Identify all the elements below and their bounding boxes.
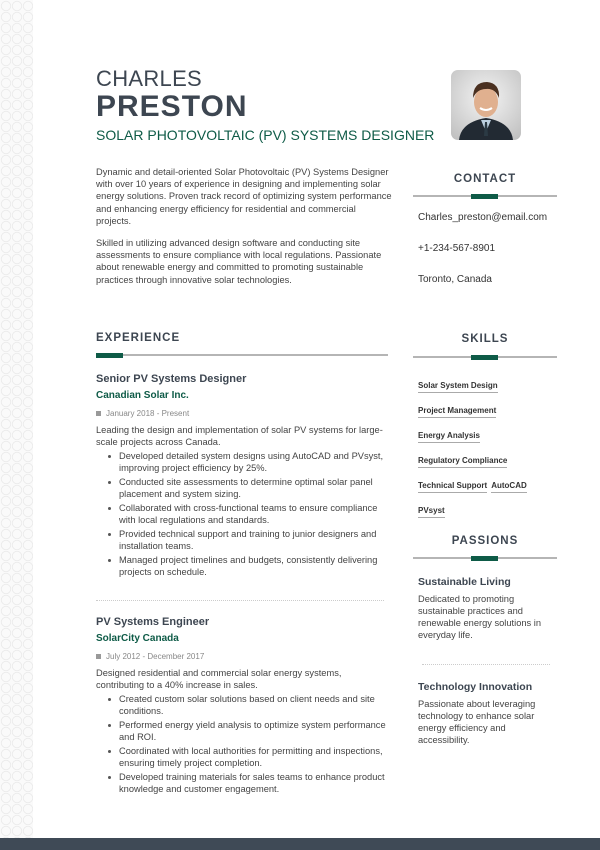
- job-date: January 2018 - Present: [106, 409, 190, 418]
- skill-tag: PVsyst: [418, 506, 445, 518]
- section-divider: [413, 557, 557, 559]
- skill-tag: AutoCAD: [491, 481, 527, 493]
- passion-divider: [422, 664, 550, 665]
- skill-tag: Technical Support: [418, 481, 487, 493]
- job-description: Designed residential and commercial solar energy systems, contributing to a 40% increase in sales.: [96, 668, 342, 690]
- section-divider: [96, 354, 388, 356]
- contact-info: [418, 212, 562, 285]
- skills-heading: SKILLS: [461, 333, 509, 345]
- skill-tag: Energy Analysis: [418, 431, 480, 443]
- section-divider: [413, 195, 557, 197]
- passion-text: Passionate about leveraging technology to enhance solar energy efficiency and accessibility.: [418, 699, 536, 745]
- contact-location: Toronto, Canada: [418, 274, 492, 285]
- section-divider: [413, 356, 557, 358]
- passion-item: [418, 681, 553, 746]
- summary-paragraph: Dynamic and detail-oriented Solar Photovoltaic (PV) Systems Designer with over 10 years of experience in designing and implementing solar energy solutions. Proven track record of optimizing system performance and enhancing energy efficiency for residential and commercial projects.: [96, 167, 392, 226]
- contact-phone[interactable]: +1-234-567-8901: [418, 243, 496, 254]
- job-position: Senior PV Systems Designer: [96, 373, 247, 385]
- job-divider: [96, 600, 384, 601]
- decorative-pattern: [0, 0, 33, 838]
- passion-text: Dedicated to promoting sustainable practices and renewable energy solutions in everyday life.: [418, 594, 542, 640]
- contact-email[interactable]: Charles_preston@email.com: [418, 212, 548, 223]
- summary-paragraph: Skilled in utilizing advanced design software and conducting site assessments to ensure compliance with local regulations. Passionate about renewable energy and committed to promoting sustainable practices through innovative solar technologies.: [96, 238, 382, 285]
- experience-heading: EXPERIENCE: [96, 332, 181, 344]
- skill-tag: Regulatory Compliance: [418, 456, 507, 468]
- job-bullet: Collaborated with cross-functional teams to ensure compliance with local regulations and standards.: [107, 502, 392, 526]
- contact-heading: CONTACT: [453, 173, 517, 185]
- job-description: Leading the design and implementation of solar PV systems for large-scale projects across Canada.: [96, 425, 383, 447]
- job-bullet: Developed detailed system designs using AutoCAD and PVsyst, improving project efficiency by 25%.: [107, 450, 392, 474]
- first-name: CHARLES: [96, 66, 203, 91]
- passion-title: Sustainable Living: [418, 576, 511, 588]
- last-name: PRESTON: [96, 90, 248, 123]
- passion-item: [418, 576, 553, 641]
- passions-heading: PASSIONS: [451, 535, 519, 547]
- skill-tag: Solar System Design: [418, 381, 498, 393]
- job-bullet: Performed energy yield analysis to optimize system performance and ROI.: [107, 719, 392, 743]
- job-date: July 2012 - December 2017: [106, 652, 205, 661]
- skill-tag: Project Management: [418, 406, 496, 418]
- passion-title: Technology Innovation: [418, 681, 533, 693]
- job-bullet: Developed training materials for sales teams to enhance product knowledge and customer engagement.: [107, 771, 392, 795]
- profile-photo: [451, 70, 521, 140]
- job-position: PV Systems Engineer: [96, 616, 210, 628]
- job-bullet: Coordinated with local authorities for permitting and inspections, ensuring timely project completion.: [107, 745, 392, 769]
- summary: [96, 166, 392, 296]
- job-bullet: Conducted site assessments to determine optimal solar panel placement and system sizing.: [107, 476, 392, 500]
- job-bullet: Managed project timelines and budgets, consistently delivering projects on schedule.: [107, 554, 392, 578]
- skills-list: [418, 375, 558, 525]
- job-company: SolarCity Canada: [96, 633, 179, 644]
- job-company: Canadian Solar Inc.: [96, 390, 189, 401]
- job-bullet: Created custom solar solutions based on client needs and site conditions.: [107, 693, 392, 717]
- footer-bar: [0, 838, 600, 850]
- calendar-icon: [96, 654, 101, 659]
- job-entry: [96, 373, 392, 580]
- job-entry: [96, 616, 392, 797]
- job-title: SOLAR PHOTOVOLTAIC (PV) SYSTEMS DESIGNER: [96, 127, 435, 143]
- calendar-icon: [96, 411, 101, 416]
- job-bullet: Provided technical support and training to junior designers and installation teams.: [107, 528, 392, 552]
